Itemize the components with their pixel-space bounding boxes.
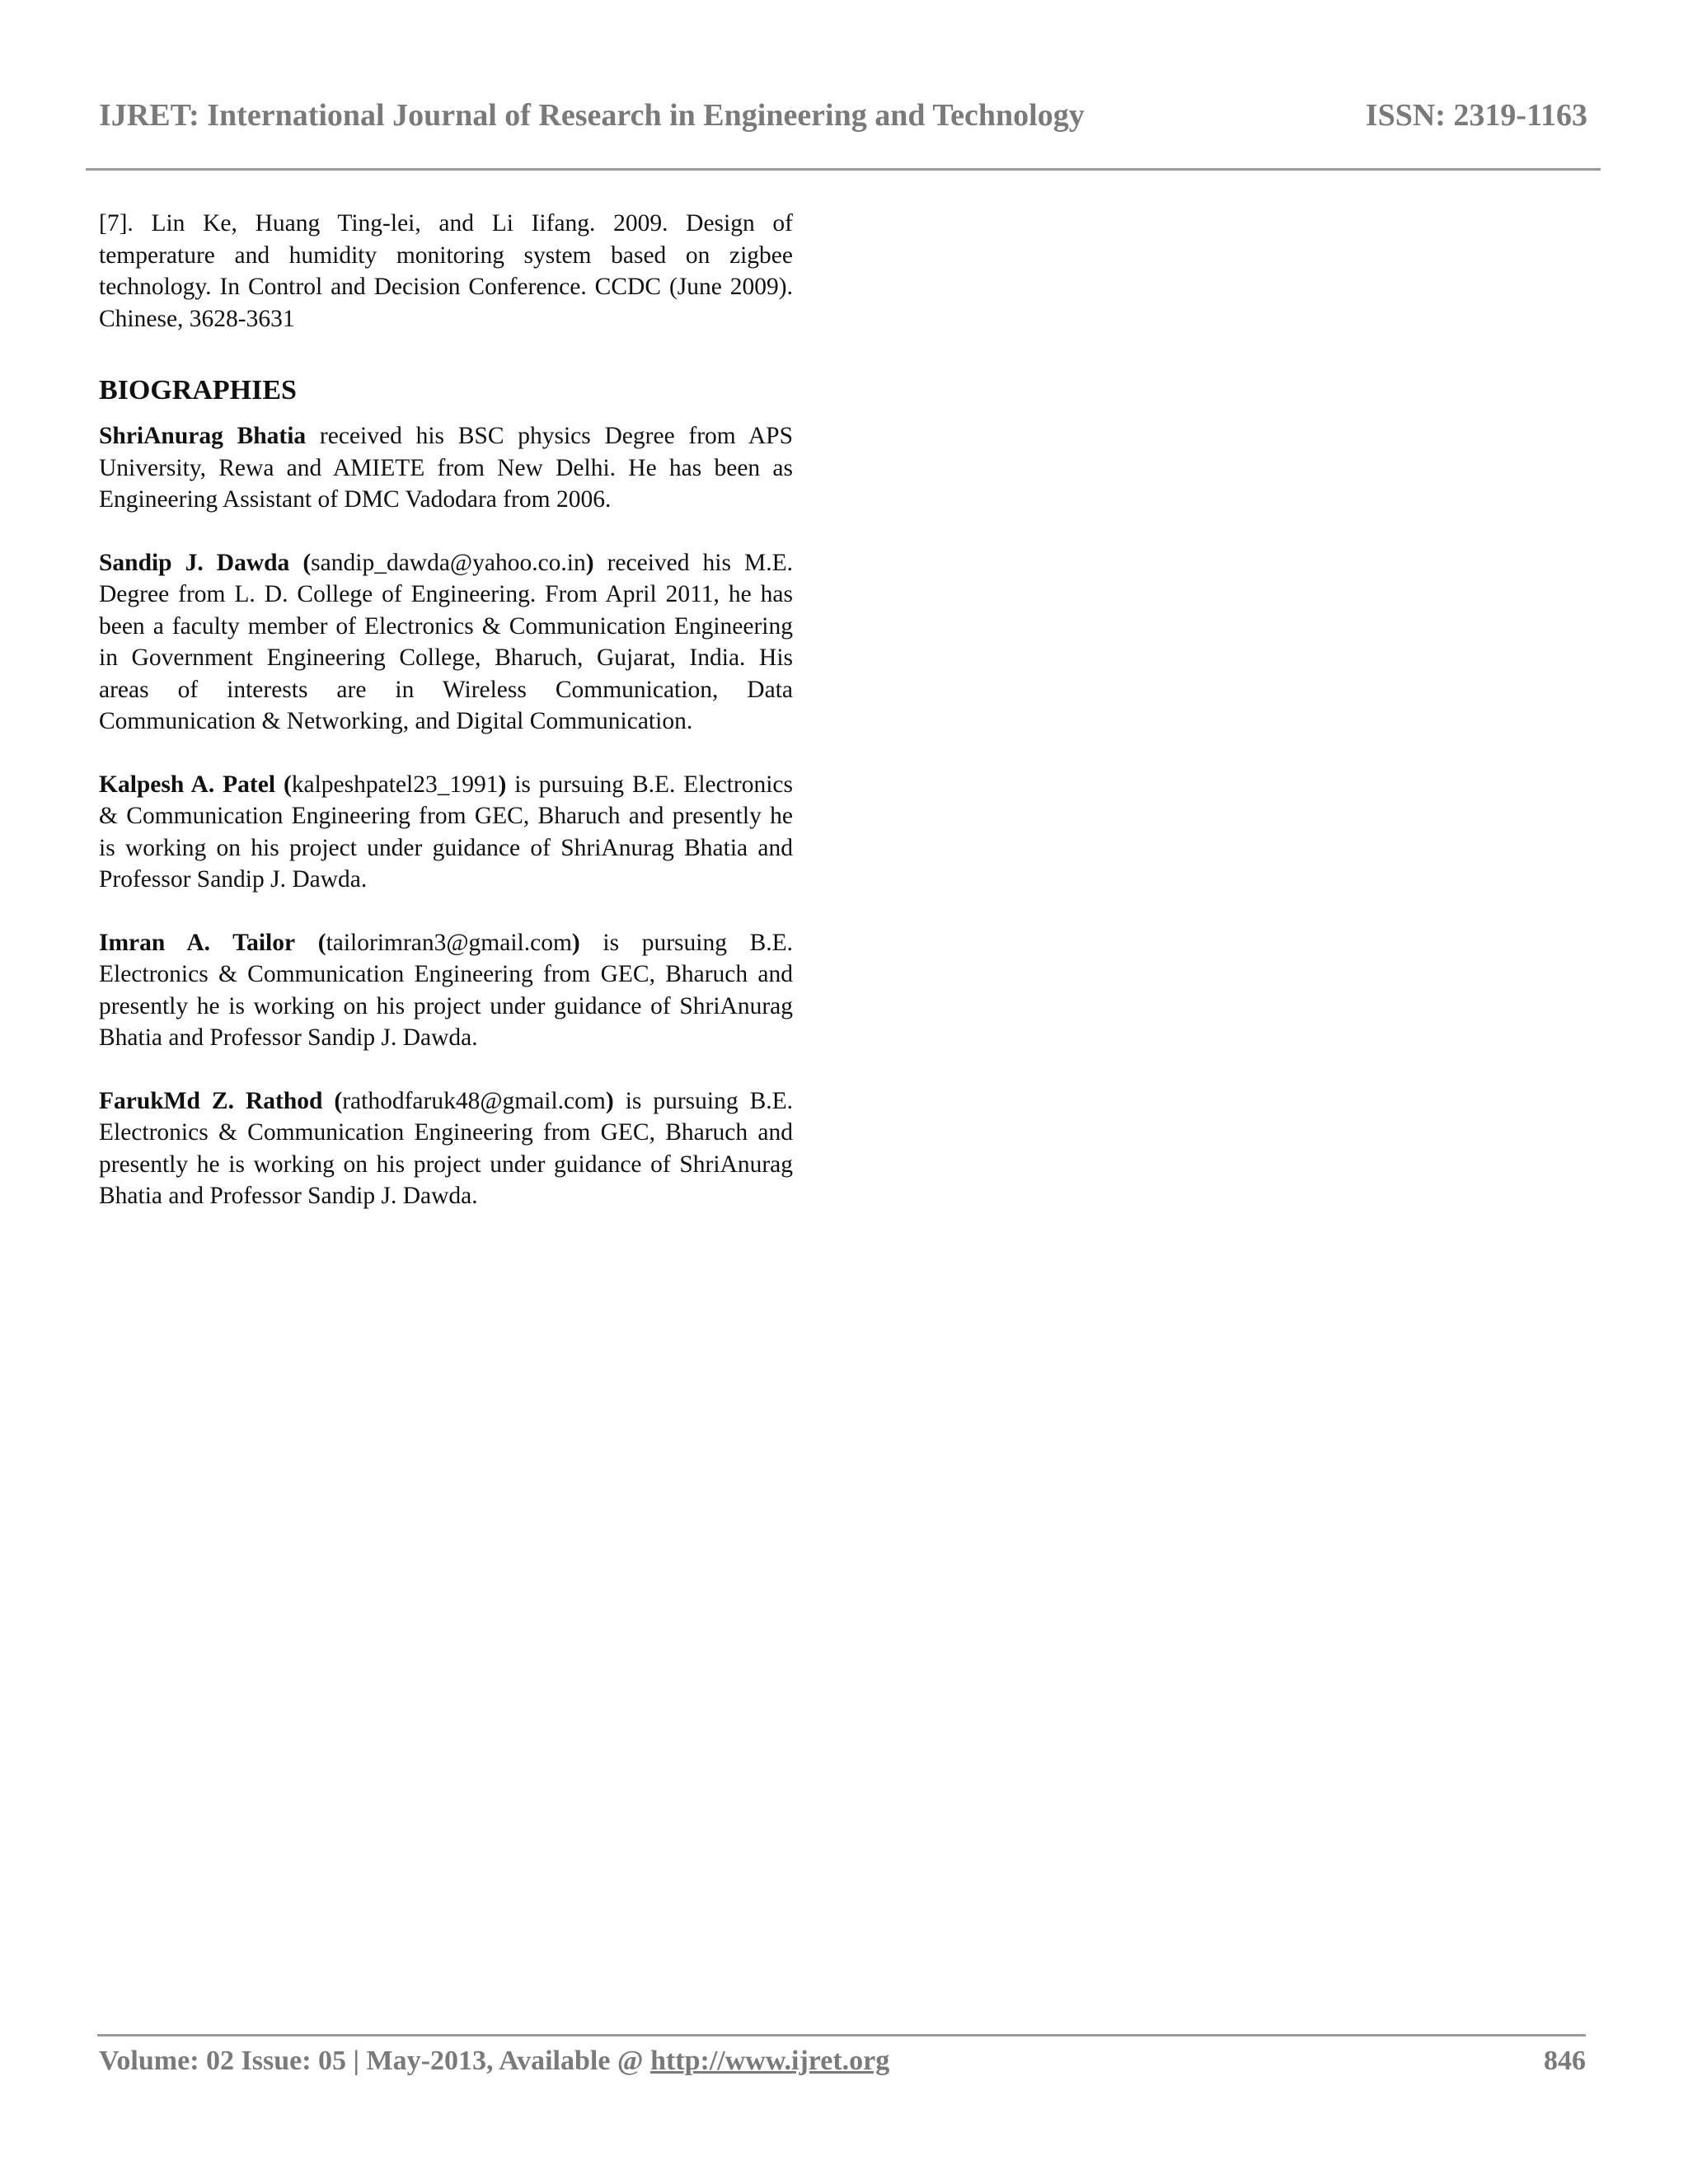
biography-entry: Kalpesh A. Patel (kalpeshpatel23_1991) is pursuing B.E. Electronics & Communication Engineering from GEC, Bharuch and presently he is working on his project under guidance of ShriAnurag Bhatia and Professor Sandip J. Dawda. bbox=[99, 771, 793, 893]
left-column bbox=[99, 208, 793, 1244]
issn-number: ISSN: 2319-1163 bbox=[1365, 98, 1587, 133]
author-name: FarukMd Z. Rathod bbox=[99, 1087, 323, 1114]
author-name: Imran A. Tailor bbox=[99, 929, 296, 956]
footer-volume-info bbox=[99, 2046, 889, 2077]
journal-title: IJRET: International Journal of Research in Engineering and Technology bbox=[99, 98, 1085, 133]
biography-entry: Sandip J. Dawda (sandip_dawda@yahoo.co.in) received his M.E. Degree from L. D. College of Engineering. From April 2011, he has been a faculty member of Electronics & Communication Engineering in Government Engineering College, Bharuch, Gujarat, India. His areas of interests are in Wireless Communication, Data Communication & Networking, and Digital Communication. bbox=[99, 549, 794, 734]
author-email: rathodfaruk48@gmail.com bbox=[342, 1087, 606, 1114]
author-email: sandip_dawda@yahoo.co.in bbox=[311, 549, 586, 576]
running-footer bbox=[99, 2046, 1586, 2087]
author-name: ShriAnurag Bhatia bbox=[99, 423, 307, 449]
biography-text: received his M.E. Degree from L. D. College of Engineering. From April 2011, he has been a faculty member of Electronics & Communication Engineering in Government Engineering College, Bharuch, Gujarat, India. His areas of interests are in Wireless Communication, Data Communication & Networking, and Digital Communication. bbox=[99, 549, 794, 734]
author-email: kalpeshpatel23_1991 bbox=[291, 771, 499, 798]
section-heading: BIOGRAPHIES bbox=[99, 375, 297, 405]
running-header bbox=[99, 97, 1587, 147]
journal-website-link[interactable]: http://www.ijret.org bbox=[650, 2046, 890, 2076]
biography-entry: Imran A. Tailor (tailorimran3@gmail.com) is pursuing B.E. Electronics & Communication Engineering from GEC, Bharuch and presently he is working on his project under guidance of ShriAnurag Bhatia and Professor Sandip J. Dawda. bbox=[99, 929, 794, 1051]
biography-text: is pursuing B.E. Electronics & Communication Engineering from GEC, Bharuch and presently he is working on his project under guidance of ShriAnurag Bhatia and Professor Sandip J. Dawda. bbox=[99, 771, 793, 893]
author-name: Sandip J. Dawda bbox=[99, 549, 290, 576]
header-divider bbox=[86, 168, 1601, 171]
author-name: Kalpesh A. Patel bbox=[99, 771, 276, 798]
author-email: tailorimran3@gmail.com bbox=[326, 929, 572, 956]
biography-text: is pursuing B.E. Electronics & Communication Engineering from GEC, Bharuch and presently he is working on his project under guidance of ShriAnurag Bhatia and Professor Sandip J. Dawda. bbox=[99, 929, 794, 1051]
biography-text: received his BSC physics Degree from APS University, Rewa and AMIETE from New Delhi. He has been as Engineering Assistant of DMC Vadodara from 2006. bbox=[99, 423, 793, 513]
biography-entry: FarukMd Z. Rathod (rathodfaruk48@gmail.com) is pursuing B.E. Electronics & Communication Engineering from GEC, Bharuch and presently he is working on his project under guidance of ShriAnurag Bhatia and Professor Sandip J. Dawda. bbox=[99, 1087, 794, 1209]
volume-text: Volume: 02 Issue: 05 | May-2013, Available @ bbox=[99, 2046, 651, 2076]
footer-divider bbox=[97, 2034, 1586, 2036]
page-number: 846 bbox=[1544, 2046, 1586, 2076]
biography-entry bbox=[99, 420, 793, 516]
biography-text: is pursuing B.E. Electronics & Communication Engineering from GEC, Bharuch and presently he is working on his project under guidance of ShriAnurag Bhatia and Professor Sandip J. Dawda. bbox=[99, 1087, 794, 1209]
reference-entry: [7]. Lin Ke, Huang Ting-lei, and Li Iifang. 2009. Design of temperature and humidity monitoring system based on zigbee technology. In Control and Decision Conference. CCDC (June 2009). Chinese, 3628-3631 bbox=[99, 210, 793, 332]
